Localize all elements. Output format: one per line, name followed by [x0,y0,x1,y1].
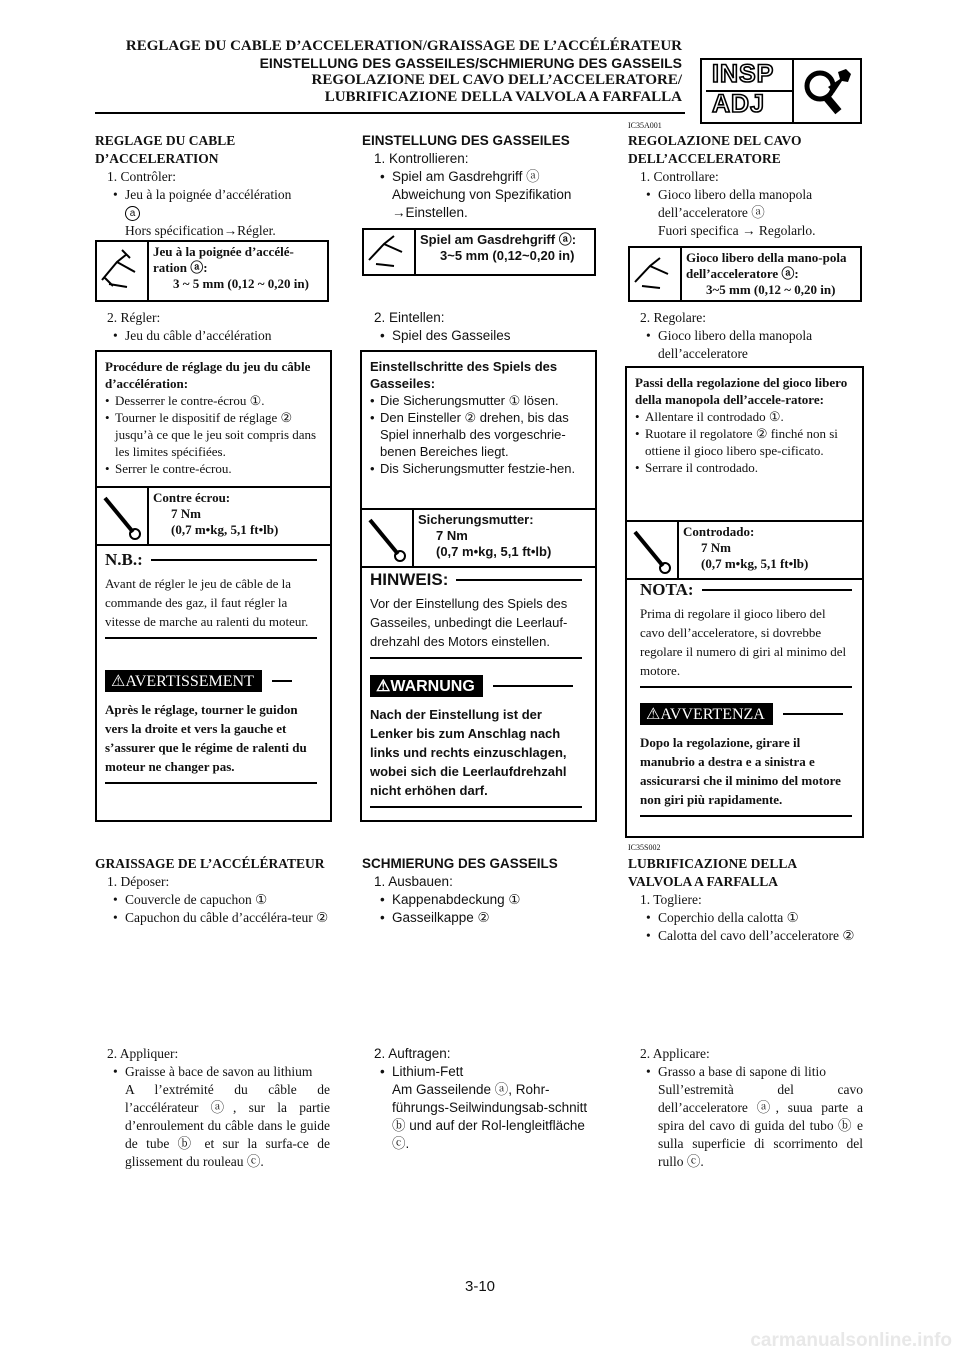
de-warn-body: Nach der Einstellung ist der Lenker bis zum Anschlag nach links und rechts einzuschlagen, wobei sich die Leerlaufdrehzahl nicht erhöhen darf. [370,707,567,798]
fr-spec-box [95,240,329,302]
it-lub-title: LUBRIFICAZIONE DELLA VALVOLA A FARFALLA [628,856,797,889]
fr-torque-name: Contre écrou: [153,490,231,505]
fr-torque-val1: 7 Nm [171,506,201,521]
it-apply [628,1045,863,1171]
de-step1-out: Abweichung von Spezifikation →Einstellen. [392,187,572,220]
de-torque-name: Sicherungsmutter: [418,512,534,527]
de-title: EINSTELLUNG DES GASSEILES [362,133,570,148]
fr-lub-b1: • Couvercle de capuchon ① [95,891,330,909]
de-lub-detail: Am Gasseilende ⓐ, Rohr-führungs-Seilwindungsab-schnitt ⓑ und auf der Rol-lengleitfläche ⓒ. [392,1082,588,1151]
it-lub-b2: • Calotta del cavo dell’acceleratore ② [628,927,863,945]
de-lub-title: SCHMIERUNG DES GASSEILS [362,856,558,871]
de-note-head: HINWEIS: [370,570,449,589]
watermark: carmanualsonline.info [750,1330,952,1351]
it-step2-bullet: • Gioco libero della manopola dell’acceleratore [628,327,863,363]
fr-warn-head: AVERTISSEMENT [125,673,254,690]
section-badge [700,58,862,124]
it-torque-box [625,520,864,580]
de-proc-2: • Den Einsteller ② drehen, bis das Spiel innerhalb des vorgeschrie-benen Bereiches liegt. [370,409,587,460]
de-step1-bullet: • Spiel am Gasdrehgriff ⓐ [362,168,597,186]
fr-lub-b2: • Capuchon du câble d’accéléra-teur ② [95,909,330,927]
de-proc-title: Einstellschritte des Spiels des Gasseiles: [370,359,558,391]
fr-apply [95,1045,330,1171]
it-torque-name: Controdado: [683,524,755,539]
de-warn-head: WARNUNG [390,678,475,695]
de-lubrication [362,855,597,927]
it-proc-3: • Serrare il controdado. [635,459,854,476]
fr-warn-body: Après le réglage, tourner le guidon vers la droite et vers la gauche et s’assurer que le régime de ralenti du moteur ne changer pas. [105,702,307,774]
de-lub-step1: 1. Ausbauen: [374,874,453,889]
page-number: 3-10 [464,1278,496,1295]
it-warn-head: AVVERTENZA [660,706,765,723]
it-spec-label: Gioco libero della mano-pola dell’acceleratore ⓐ: [686,250,847,281]
it-spec-box [628,246,862,302]
fr-spec-value: 3 ~ 5 mm (0,12 ~ 0,20 in) [173,276,309,291]
it-step1-bullet: • Gioco libero della manopola dell’acceleratore ⓐ [628,186,863,222]
de-proc-3: • Dis Sicherungsmutter festzie-hen. [370,460,587,477]
fr-title: REGLAGE DU CABLE D’ACCELERATION [95,133,236,166]
fr-note-head: N.B.: [105,550,143,569]
column-german [362,132,597,222]
fr-step2: 2. Régler: [107,310,161,325]
fr-note-body: Avant de régler le jeu de câble de la commande des gaz, il faut régler la vitesse de marche au ralenti du moteur. [105,576,309,629]
warning-triangle-icon: ⚠ [646,706,661,723]
fr-step1-out: Hors spécification→Régler. [125,223,276,238]
de-torque-val2: (0,7 m•kg, 5,1 ft•lb) [436,544,552,559]
header-line-3: REGOLAZIONE DEL CAVO DELL’ACCELERATORE/ [311,72,682,88]
de-torque-val1: 7 Nm [436,528,468,543]
it-step2-block [628,309,863,363]
it-title: REGOLAZIONE DEL CAVO DELL’ACCELERATORE [628,133,802,166]
it-step2: 2. Regolare: [640,310,706,325]
it-note-head: NOTA: [640,580,694,599]
it-lub-step1: 1. Togliere: [640,892,702,907]
it-note [640,580,852,688]
it-lub-b3: • Grasso a base di sapone di litio [628,1063,863,1081]
fr-spec-label: Jeu à la poignée d’accélé-ration ⓐ: [153,244,294,275]
it-step1: 1. Controllare: [640,169,719,184]
de-step2-bullet: • Spiel des Gasseiles [362,327,597,345]
it-code-2: IC35S002 [628,843,661,852]
it-note-body: Prima di regolare il gioco libero del cavo dell’acceleratore, si dovrebbe regolare il numero di giri al minimo del motore. [640,606,847,678]
it-code-1: IC35A001 [628,121,662,130]
it-torque-val1: 7 Nm [701,540,731,555]
torque-wrench-icon [97,488,147,542]
de-lub-b1: • Kappenabdeckung ① [362,891,597,909]
fr-lub-detail: A l’extrémité du câble de l’accélérateur ⓐ, sur la partie d’enroulement du câble dans le guide de tube ⓑ et sur la surfa-ce de glissement du rouleau ⓒ. [125,1082,330,1169]
de-note [370,570,582,659]
column-french [95,132,330,240]
fr-step2-bullet: • Jeu du câble d’accélération [95,327,330,345]
it-warning [640,703,852,817]
it-proc-title: Passi della regolazione del gioco libero della manopola dell’accele-ratore: [635,375,848,407]
de-step2-block [362,309,597,345]
de-spec-box [362,228,596,276]
fr-lub-step2: 2. Appliquer: [107,1046,179,1061]
it-step1-out: Fuori specifica → Regolarlo. [658,223,816,238]
it-proc-1: • Allentare il controdado ①. [635,408,854,425]
fr-warning [105,670,317,784]
de-torque-box [360,508,597,568]
de-spec-label: Spiel am Gasdrehgriff ⓐ: [420,232,577,247]
it-warn-body: Dopo la regolazione, girare il manubrio a destra e a sinistra e assicurarsi che il minimo del motore non giri più rapidamente. [640,735,841,807]
de-warning [370,675,582,808]
hand-measure-icon [630,248,680,298]
de-note-body: Vor der Einstellung des Spiels des Gasseiles, unbedingt die Leerlauf-drehzahl des Motors einstellen. [370,596,568,649]
header-rule [95,112,685,114]
fr-mark-a: a [125,206,140,221]
fr-step1-bullet: • Jeu à la poignée d’accélération [95,186,330,204]
wrench-magnifier-icon [798,66,854,116]
fr-lub-b3: • Graisse à bace de savon au lithium [95,1063,330,1081]
column-italian [628,132,863,240]
it-proc-2: • Ruotare il regolatore ② finché non si ottiene il gioco libero spe-cificato. [635,425,854,459]
fr-lub-title: GRAISSAGE DE L’ACCÉLÉRATEUR [95,856,325,871]
de-step1: 1. Kontrollieren: [374,151,469,166]
de-lub-b2: • Gasseilkappe ② [362,909,597,927]
de-spec-value: 3~5 mm (0,12~0,20 in) [440,248,575,263]
fr-lub-step1: 1. Déposer: [107,874,170,889]
it-spec-value: 3~5 mm (0,12 ~ 0,20 in) [706,282,836,297]
it-lub-step2: 2. Applicare: [640,1046,710,1061]
fr-step1: 1. Contrôler: [107,169,176,184]
header-line-2: EINSTELLUNG DES GASSEILES/SCHMIERUNG DES GASSEILS [259,55,682,71]
de-proc-1: • Die Sicherungsmutter ① lösen. [370,392,587,409]
it-lub-b1: • Coperchio della calotta ① [628,909,863,927]
de-apply [362,1045,597,1153]
torque-wrench-icon [627,522,677,576]
warning-triangle-icon: ⚠ [111,673,126,690]
de-lub-b3: • Lithium-Fett [362,1063,597,1081]
hand-measure-icon [97,242,147,298]
fr-proc-3: • Serrer le contre-écrou. [105,460,322,477]
hand-measure-icon [364,230,414,272]
fr-proc-2: • Tourner le dispositif de réglage ② jusqu’à ce que le jeu soit compris dans les limites spécifiées. [105,409,322,460]
de-step2: 2. Eintellen: [374,310,445,325]
de-lub-step2: 2. Auftragen: [374,1046,451,1061]
badge-adj: ADJ [712,90,766,118]
header-line-4: LUBRIFICAZIONE DELLA VALVOLA A FARFALLA [324,89,682,105]
fr-lubrication [95,855,330,927]
it-lub-detail: Sull’estremità del cavo dell’acceleratore ⓐ, suua parte a spira del cavo di guida del tubo ⓑ e sulla superficie di scorrimento del rullo ⓒ. [658,1082,863,1169]
fr-proc-title: Procédure de réglage du jeu du câble d’accélération: [105,359,311,391]
fr-note [105,550,317,639]
it-torque-val2: (0,7 m•kg, 5,1 ft•lb) [701,556,809,571]
it-lubrication [628,855,863,945]
badge-insp: INSP [712,60,775,88]
warning-triangle-icon: ⚠ [376,678,391,695]
fr-step2-block [95,309,330,345]
fr-torque-box [95,486,332,546]
fr-torque-val2: (0,7 m•kg, 5,1 ft•lb) [171,522,279,537]
torque-wrench-icon [362,510,412,564]
page-header [126,38,682,106]
header-line-1: REGLAGE DU CABLE D’ACCELERATION/GRAISSAGE DE L’ACCÉLÉRATEUR [125,38,682,54]
fr-proc-1: • Desserrer le contre-écrou ①. [105,392,322,409]
